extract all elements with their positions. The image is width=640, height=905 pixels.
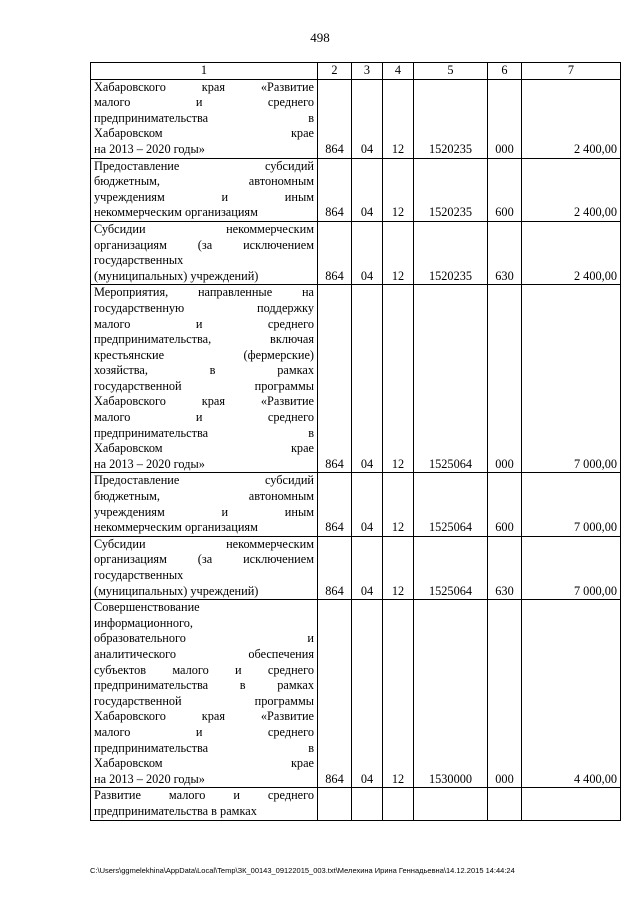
row-description bbox=[91, 158, 318, 221]
description-line: (муниципальных) учреждений) bbox=[94, 268, 259, 283]
description-line: бюджетным, автономным bbox=[94, 489, 314, 504]
table-row bbox=[91, 600, 621, 788]
code-cell: 864 bbox=[318, 158, 352, 221]
subsection-cell: 12 bbox=[383, 600, 414, 788]
target-article-cell: 1525064 bbox=[414, 473, 488, 536]
column-header: 1 bbox=[91, 63, 318, 80]
description-line: малого и среднего bbox=[94, 410, 314, 425]
table-row bbox=[91, 788, 621, 820]
description-line: Хабаровского края «Развитие bbox=[94, 79, 314, 94]
description-line: организациям (за исключением bbox=[94, 552, 314, 567]
column-header: 3 bbox=[352, 63, 383, 80]
target-article-cell: 1525064 bbox=[414, 285, 488, 473]
description-line: предпринимательства, включая bbox=[94, 332, 314, 347]
amount-cell: 2 400,00 bbox=[522, 79, 621, 158]
target-article-cell bbox=[414, 788, 488, 820]
code-cell: 864 bbox=[318, 79, 352, 158]
description-line: (муниципальных) учреждений) bbox=[94, 583, 259, 598]
description-line: государственных bbox=[94, 253, 184, 268]
description-line: некоммерческим организациям bbox=[94, 520, 258, 535]
description-line: Хабаровского края «Развитие bbox=[94, 709, 314, 724]
section-cell bbox=[352, 788, 383, 820]
section-cell: 04 bbox=[352, 285, 383, 473]
description-line: крестьянские (фермерские) bbox=[94, 347, 314, 362]
description-line: бюджетным, автономным bbox=[94, 174, 314, 189]
table-body bbox=[91, 79, 621, 820]
description-line: Предоставление субсидий bbox=[94, 158, 314, 173]
description-line: государственных bbox=[94, 568, 184, 582]
row-description bbox=[91, 600, 318, 788]
section-cell: 04 bbox=[352, 473, 383, 536]
subsection-cell: 12 bbox=[383, 79, 414, 158]
description-line: Субсидии некоммерческим bbox=[94, 221, 314, 236]
description-line: Развитие малого и среднего bbox=[94, 788, 314, 803]
description-line: Субсидии некоммерческим bbox=[94, 536, 314, 551]
column-header: 2 bbox=[318, 63, 352, 80]
table-row bbox=[91, 79, 621, 158]
description-line: Мероприятия, направленные на bbox=[94, 285, 314, 300]
amount-cell: 7 000,00 bbox=[522, 285, 621, 473]
description-line: субъектов малого и среднего bbox=[94, 662, 314, 677]
column-header: 7 bbox=[522, 63, 621, 80]
column-header: 6 bbox=[488, 63, 522, 80]
section-cell: 04 bbox=[352, 536, 383, 599]
budget-table bbox=[90, 62, 621, 821]
description-line: малого и среднего bbox=[94, 95, 314, 110]
description-line: предпринимательства в bbox=[94, 740, 314, 755]
expense-type-cell: 600 bbox=[488, 158, 522, 221]
description-line: Хабаровского края «Развитие bbox=[94, 394, 314, 409]
code-cell: 864 bbox=[318, 473, 352, 536]
header-row bbox=[91, 63, 621, 80]
subsection-cell: 12 bbox=[383, 221, 414, 284]
description-line: государственной программы bbox=[94, 693, 314, 708]
description-line: предпринимательства в bbox=[94, 425, 314, 440]
target-article-cell: 1525064 bbox=[414, 536, 488, 599]
expense-type-cell: 000 bbox=[488, 600, 522, 788]
description-line: аналитического обеспечения bbox=[94, 646, 314, 661]
file-path-footer: C:\Users\ggmelekhina\AppData\Local\Temp\ЗК_00143_09122015_003.txt\Мелехина Ирина Геннадьевна\14.12.2015 14:44:24 bbox=[90, 866, 515, 875]
table-row bbox=[91, 536, 621, 599]
description-line: Предоставление субсидий bbox=[94, 473, 314, 488]
description-line: предпринимательства в bbox=[94, 110, 314, 125]
row-description bbox=[91, 473, 318, 536]
description-line: малого и среднего bbox=[94, 724, 314, 739]
code-cell: 864 bbox=[318, 285, 352, 473]
column-header: 5 bbox=[414, 63, 488, 80]
subsection-cell: 12 bbox=[383, 536, 414, 599]
description-line: информационного, bbox=[94, 615, 193, 630]
target-article-cell: 1530000 bbox=[414, 600, 488, 788]
table-row bbox=[91, 158, 621, 221]
section-cell: 04 bbox=[352, 600, 383, 788]
expense-type-cell: 000 bbox=[488, 79, 522, 158]
description-line: на 2013 – 2020 годы» bbox=[94, 141, 205, 156]
description-line: учреждениям и иным bbox=[94, 189, 314, 204]
subsection-cell: 12 bbox=[383, 473, 414, 536]
page-number: 498 bbox=[310, 30, 330, 45]
column-header: 4 bbox=[383, 63, 414, 80]
amount-cell: 7 000,00 bbox=[522, 536, 621, 599]
description-line: учреждениям и иным bbox=[94, 504, 314, 519]
code-cell bbox=[318, 788, 352, 820]
subsection-cell bbox=[383, 788, 414, 820]
description-line: государственную поддержку bbox=[94, 300, 314, 315]
expense-type-cell: 630 bbox=[488, 536, 522, 599]
description-line: предпринимательства в рамках bbox=[94, 803, 257, 818]
description-line: образовательного и bbox=[94, 631, 314, 646]
description-line: на 2013 – 2020 годы» bbox=[94, 456, 205, 471]
target-article-cell: 1520235 bbox=[414, 221, 488, 284]
amount-cell: 2 400,00 bbox=[522, 158, 621, 221]
subsection-cell: 12 bbox=[383, 158, 414, 221]
description-line: на 2013 – 2020 годы» bbox=[94, 771, 205, 786]
code-cell: 864 bbox=[318, 221, 352, 284]
description-line: организациям (за исключением bbox=[94, 237, 314, 252]
row-description bbox=[91, 788, 318, 820]
table-row bbox=[91, 221, 621, 284]
description-line: Хабаровском крае bbox=[94, 126, 314, 141]
section-cell: 04 bbox=[352, 221, 383, 284]
target-article-cell: 1520235 bbox=[414, 158, 488, 221]
description-line: Совершенствование bbox=[94, 600, 200, 615]
description-line: некоммерческим организациям bbox=[94, 205, 258, 220]
amount-cell: 7 000,00 bbox=[522, 473, 621, 536]
expense-type-cell: 000 bbox=[488, 285, 522, 473]
expense-type-cell: 630 bbox=[488, 221, 522, 284]
expense-type-cell bbox=[488, 788, 522, 820]
section-cell: 04 bbox=[352, 79, 383, 158]
row-description bbox=[91, 79, 318, 158]
row-description bbox=[91, 536, 318, 599]
row-description bbox=[91, 285, 318, 473]
section-cell: 04 bbox=[352, 158, 383, 221]
target-article-cell: 1520235 bbox=[414, 79, 488, 158]
amount-cell bbox=[522, 788, 621, 820]
code-cell: 864 bbox=[318, 600, 352, 788]
description-line: государственной программы bbox=[94, 378, 314, 393]
table-row bbox=[91, 473, 621, 536]
amount-cell: 2 400,00 bbox=[522, 221, 621, 284]
amount-cell: 4 400,00 bbox=[522, 600, 621, 788]
expense-type-cell: 600 bbox=[488, 473, 522, 536]
description-line: предпринимательства в рамках bbox=[94, 678, 314, 693]
subsection-cell: 12 bbox=[383, 285, 414, 473]
row-description bbox=[91, 221, 318, 284]
code-cell: 864 bbox=[318, 536, 352, 599]
table-row bbox=[91, 285, 621, 473]
description-line: хозяйства, в рамках bbox=[94, 363, 314, 378]
description-line: Хабаровском крае bbox=[94, 756, 314, 771]
description-line: малого и среднего bbox=[94, 316, 314, 331]
description-line: Хабаровском крае bbox=[94, 441, 314, 456]
